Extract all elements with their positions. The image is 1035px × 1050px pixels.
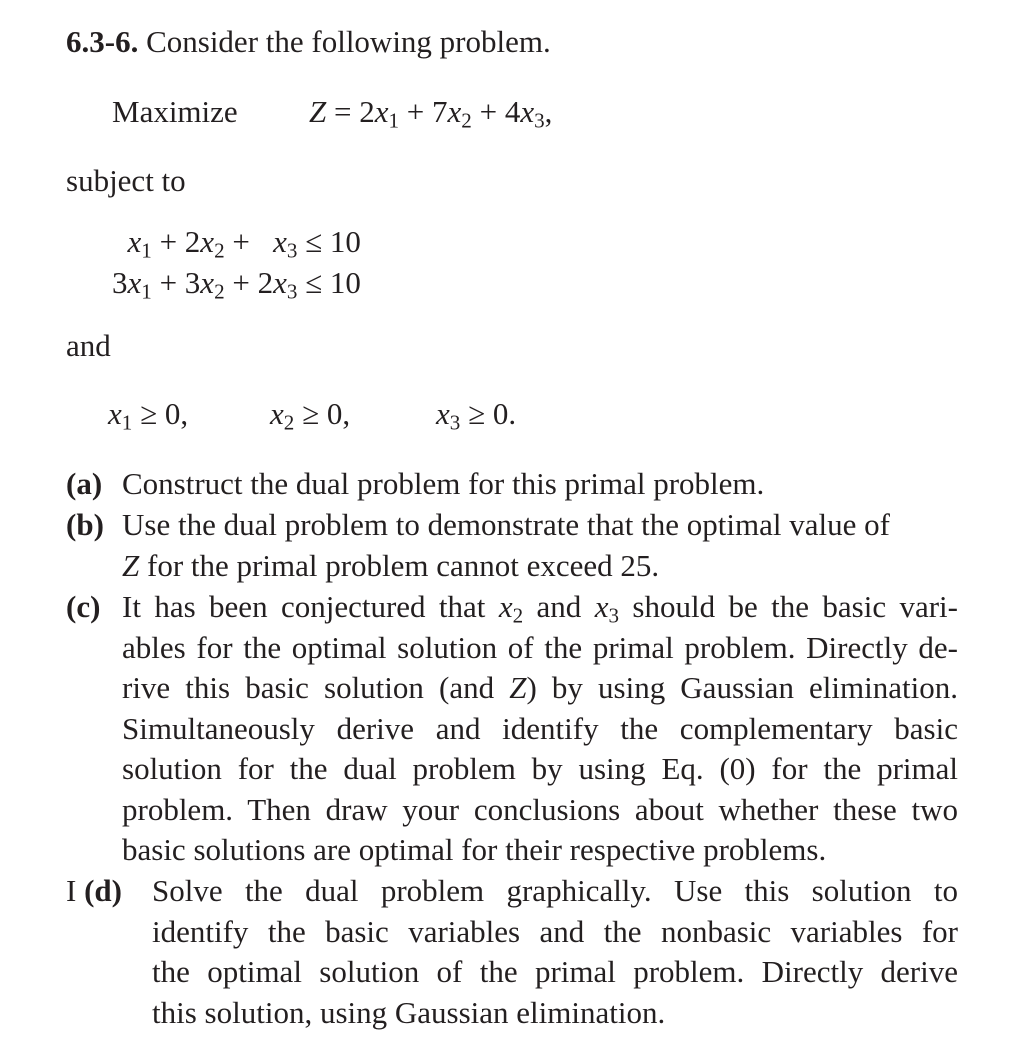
nonneg-x3: $x_3 \ge 0$. [436, 396, 517, 435]
part-a-text: Construct the dual problem for this primal problem. [122, 466, 765, 501]
part-c-line-3: rive this basic solution (and Z) by using Gaussian elimination. [122, 670, 958, 705]
part-c-line-7: basic solutions are optimal for their respective problems. [122, 832, 827, 867]
part-c-label: (c) [66, 589, 101, 624]
subject-to-label: subject to [66, 163, 186, 198]
problem-header [66, 22, 551, 62]
problem-number: 6.3-6. [66, 24, 139, 59]
constraint-2: $3x_1 + 3x_2 + 2x_3 \le 10$ [112, 265, 361, 304]
and-label: and [66, 328, 111, 363]
objective-function: $Z = 2x_1 + 7x_2 + 4x_3$, [309, 94, 553, 133]
part-c-line-1: It has been conjectured that $x_2$ and $x_3$ should be the basic vari- [122, 589, 958, 628]
part-d-line-3: the optimal solution of the primal problem. Directly derive [152, 954, 958, 989]
part-d-text [152, 871, 958, 1033]
part-c-line-2: ables for the optimal solution of the primal problem. Directly de- [122, 629, 958, 665]
nonneg-x1: $x_1 \ge 0$, [108, 396, 189, 435]
part-b-line-2: Z for the primal problem cannot exceed 25. [122, 547, 660, 583]
part-c-line-6: problem. Then draw your conclusions about whether these two [122, 791, 958, 827]
problem-intro: Consider the following problem. [146, 24, 551, 59]
part-d-marker: I [66, 873, 77, 908]
part-d-line-2: identify the basic variables and the nonbasic variables for [152, 913, 958, 949]
part-d-label [66, 871, 122, 912]
part-c-text [122, 587, 958, 871]
part-c-line-5: solution for the dual problem by using Eq. (0) for the primal [122, 751, 958, 786]
part-d-letter: (d) [84, 873, 122, 908]
constraint-1: $x_1 + 2x_2 + x_3 \le 10$ [127, 224, 361, 263]
part-a-label: (a) [66, 466, 103, 501]
maximize-label: Maximize [112, 94, 238, 129]
part-c-line-4: Simultaneously derive and identify the complementary basic [122, 710, 958, 746]
part-b-text [122, 505, 958, 586]
part-d-line-1: Solve the dual problem graphically. Use this solution to [152, 873, 958, 908]
part-b-label: (b) [66, 507, 104, 542]
nonneg-x2: $x_2 \ge 0$, [270, 396, 351, 435]
part-d-line-4: this solution, using Gaussian elimination. [152, 994, 666, 1030]
part-b-line-1: Use the dual problem to demonstrate that the optimal value of [122, 507, 890, 542]
